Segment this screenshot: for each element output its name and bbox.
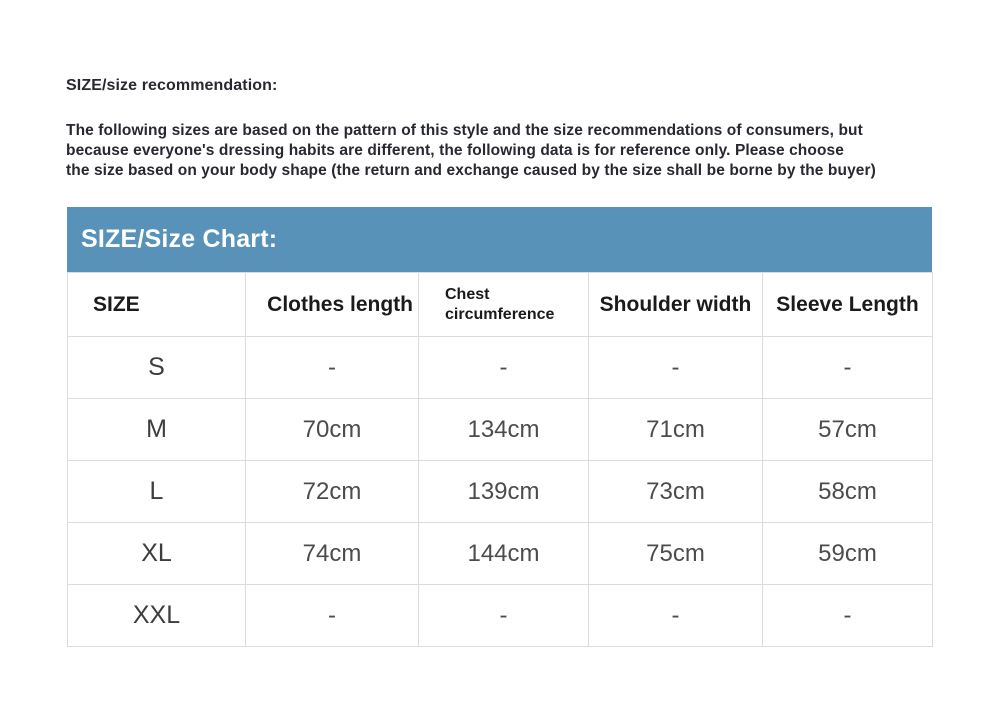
size-cell: XXL [68,585,246,647]
value-cell-clothes-length: 70cm [246,399,419,461]
recommendation-text [66,121,876,180]
value-cell-chest: 144cm [419,523,589,585]
header-row [68,273,933,337]
value-cell-chest: 134cm [419,399,589,461]
table-row-m [68,399,933,461]
value-cell-sleeve: - [763,337,933,399]
size-cell: XL [68,523,246,585]
size-cell: M [68,399,246,461]
size-chart-title-bar [67,207,932,272]
value-cell-chest: - [419,585,589,647]
size-chart-table [67,272,933,647]
value-cell-shoulder: 75cm [589,523,763,585]
value-cell-sleeve: - [763,585,933,647]
recommendation-line-3: the size based on your body shape (the return and exchange caused by the size shall be borne by the buyer) [66,161,876,179]
size-cell: S [68,337,246,399]
value-cell-shoulder: - [589,585,763,647]
value-cell-sleeve: 58cm [763,461,933,523]
column-header-sleeve-length: Sleeve Length [763,273,933,337]
table-row-xl [68,523,933,585]
value-cell-clothes-length: 72cm [246,461,419,523]
column-header-shoulder-width: Shoulder width [589,273,763,337]
column-header-clothes-length: Clothes length [246,273,419,337]
table-row-l [68,461,933,523]
table-row-xxl [68,585,933,647]
value-cell-shoulder: 71cm [589,399,763,461]
value-cell-shoulder: 73cm [589,461,763,523]
value-cell-clothes-length: - [246,585,419,647]
value-cell-chest: 139cm [419,461,589,523]
size-chart-title: SIZE/Size Chart: [81,225,278,253]
value-cell-clothes-length: 74cm [246,523,419,585]
recommendation-line-1: The following sizes are based on the pattern of this style and the size recommendations of consumers, but [66,122,863,139]
column-header-chest-circumference: Chest circumference [419,273,589,337]
size-cell: L [68,461,246,523]
table-row-s [68,337,933,399]
value-cell-sleeve: 57cm [763,399,933,461]
value-cell-sleeve: 59cm [763,523,933,585]
value-cell-shoulder: - [589,337,763,399]
value-cell-chest: - [419,337,589,399]
value-cell-clothes-length: - [246,337,419,399]
recommendation-heading: SIZE/size recommendation: [66,77,278,94]
recommendation-line-2: because everyone's dressing habits are different, the following data is for reference only. Please choose [66,141,844,159]
column-header-size: SIZE [68,273,246,337]
